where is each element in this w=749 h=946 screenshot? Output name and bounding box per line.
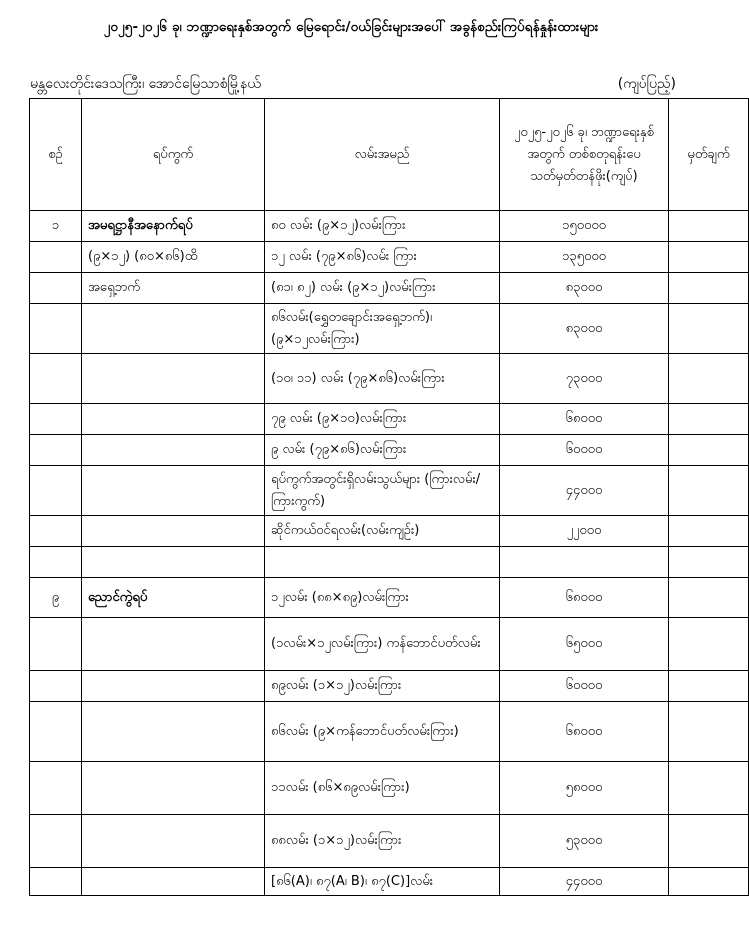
row-no-cell <box>30 516 82 547</box>
row-road-cell <box>265 547 500 578</box>
row-road-cell: ၁၂ လမ်း (၇၉×၈၆)လမ်း ကြား <box>265 242 500 273</box>
row-road-cell: ၈၉လမ်း (၁×၁၂)လမ်းကြား <box>265 671 500 702</box>
row-no-cell <box>30 815 82 868</box>
row-remark-cell <box>669 435 749 466</box>
row-price-cell: ၁၅၀၀၀၀ <box>500 211 669 242</box>
row-price-cell: ၆၈၀၀၀ <box>500 702 669 762</box>
row-remark-cell <box>669 466 749 516</box>
header-road: လမ်းအမည် <box>265 99 500 211</box>
land-price-table <box>29 98 749 896</box>
row-no-cell <box>30 304 82 354</box>
row-road-cell: ၇၉ လမ်း (၉×၁၀)လမ်းကြား <box>265 404 500 435</box>
row-price-cell: ၁၃၅၀၀၀ <box>500 242 669 273</box>
row-remark-cell <box>669 404 749 435</box>
row-area-cell <box>82 762 265 815</box>
table-header-row <box>30 99 749 211</box>
table-row <box>30 211 749 242</box>
row-no-cell <box>30 868 82 896</box>
row-road-cell: ၁၁လမ်း (၈၆×၈၉လမ်းကြား) <box>265 762 500 815</box>
row-price-cell: ၈၃၀၀၀ <box>500 273 669 304</box>
row-no-cell: ၁ <box>30 211 82 242</box>
row-price-cell: ၆၈၀၀၀ <box>500 578 669 618</box>
row-road-cell: ၈၆လမ်း (၉×ကန်ဘောင်ပတ်လမ်းကြား) <box>265 702 500 762</box>
row-no-cell <box>30 618 82 671</box>
table-row <box>30 815 749 868</box>
table-row <box>30 466 749 516</box>
row-area-cell <box>82 815 265 868</box>
row-road-cell: ဆိုင်ကယ်ဝင်ရလမ်း(လမ်းကျဉ်း) <box>265 516 500 547</box>
row-area-cell <box>82 671 265 702</box>
row-remark-cell <box>669 578 749 618</box>
table-row <box>30 516 749 547</box>
row-price-cell: ၆၀၀၀၀ <box>500 435 669 466</box>
row-price-cell: ၄၄၀၀၀ <box>500 868 669 896</box>
row-no-cell <box>30 702 82 762</box>
row-area-cell <box>82 404 265 435</box>
table-body <box>30 211 749 896</box>
row-remark-cell <box>669 815 749 868</box>
table-row <box>30 762 749 815</box>
location-label: မန္တလေးတိုင်းဒေသကြီး၊ အောင်မြေသာစံမြို့နယ် <box>30 76 261 92</box>
row-remark-cell <box>669 702 749 762</box>
row-remark-cell <box>669 762 749 815</box>
row-area-cell <box>82 702 265 762</box>
row-no-cell <box>30 671 82 702</box>
row-remark-cell <box>669 547 749 578</box>
row-area-cell: (၉×၁၂) (၈၀×၈၆)ထိ <box>82 242 265 273</box>
row-no-cell <box>30 466 82 516</box>
row-road-cell: (၁လမ်း×၁၂လမ်းကြား) ကန်ဘောင်ပတ်လမ်း <box>265 618 500 671</box>
row-no-cell <box>30 354 82 404</box>
header-no: စဉ် <box>30 99 82 211</box>
row-no-cell <box>30 404 82 435</box>
row-price-cell: ၆၀၀၀၀ <box>500 671 669 702</box>
table-row <box>30 868 749 896</box>
row-remark-cell <box>669 242 749 273</box>
table-row <box>30 618 749 671</box>
row-price-cell: ၆၅၀၀၀ <box>500 618 669 671</box>
row-area-cell: ညောင်ကွဲရပ် <box>82 578 265 618</box>
table-row <box>30 304 749 354</box>
row-remark-cell <box>669 304 749 354</box>
row-no-cell <box>30 435 82 466</box>
row-remark-cell <box>669 618 749 671</box>
row-road-cell: (၈၁၊ ၈၂) လမ်း (၉×၁၂)လမ်းကြား <box>265 273 500 304</box>
row-area-cell: အရှေ့ဘက် <box>82 273 265 304</box>
row-no-cell: ၉ <box>30 578 82 618</box>
row-area-cell <box>82 516 265 547</box>
row-price-cell: ၂၂၀၀၀ <box>500 516 669 547</box>
unit-label: (ကျပ်ပြည့်) <box>617 76 676 92</box>
document-title: ၂၀၂၅-၂၀၂၆ ခု၊ ဘဏ္ဍာရေးနှစ်အတွက် မြေရောင်း/ဝယ်ခြင်းများအပေါ် အခွန်စည်းကြပ်ရန်နှုန်းထားများ <box>103 19 599 35</box>
row-road-cell: [၈၆(A)၊ ၈၇(A၊ B)၊ ၈၇(C)]လမ်း <box>265 868 500 896</box>
row-area-cell <box>82 435 265 466</box>
row-price-cell: ၇၃၀၀၀ <box>500 354 669 404</box>
row-price-cell: ၅၃၀၀၀ <box>500 815 669 868</box>
table-row <box>30 435 749 466</box>
table-row <box>30 578 749 618</box>
row-remark-cell <box>669 516 749 547</box>
header-price: ၂၀၂၅-၂၀၂၆ ခု၊ ဘဏ္ဍာရေးနှစ်အတွက် တစ်စတုရန်းပေ သတ်မှတ်တန်ဖိုး(ကျပ်) <box>500 99 669 211</box>
row-price-cell: ၈၃၀၀၀ <box>500 304 669 354</box>
row-area-cell <box>82 618 265 671</box>
row-road-cell: ၈၈လမ်း (၁×၁၂)လမ်းကြား <box>265 815 500 868</box>
row-area-cell <box>82 354 265 404</box>
row-remark-cell <box>669 671 749 702</box>
table-row <box>30 354 749 404</box>
row-area-cell <box>82 868 265 896</box>
table-row <box>30 242 749 273</box>
table-row <box>30 547 749 578</box>
row-price-cell: ၆၈၀၀၀ <box>500 404 669 435</box>
row-price-cell: ၄၄၀၀၀ <box>500 466 669 516</box>
row-road-cell: ၈၆လမ်း(ရွှေတချောင်းအရှေ့ဘက်)၊ (၉×၁၂လမ်းကြား) <box>265 304 500 354</box>
row-road-cell: ၉ လမ်း (၇၉×၈၆)လမ်းကြား <box>265 435 500 466</box>
row-price-cell: ၅၈၀၀၀ <box>500 762 669 815</box>
row-no-cell <box>30 273 82 304</box>
row-no-cell <box>30 242 82 273</box>
row-remark-cell <box>669 273 749 304</box>
row-road-cell: (၁၀၊ ၁၁) လမ်း (၇၉×၈၆)လမ်းကြား <box>265 354 500 404</box>
row-no-cell <box>30 547 82 578</box>
row-price-cell <box>500 547 669 578</box>
header-remark: မှတ်ချက် <box>669 99 749 211</box>
row-remark-cell <box>669 354 749 404</box>
row-area-cell: အမရဋ္ဌာနီအနောက်ရပ် <box>82 211 265 242</box>
row-no-cell <box>30 762 82 815</box>
row-area-cell <box>82 547 265 578</box>
table-row <box>30 702 749 762</box>
row-remark-cell <box>669 868 749 896</box>
table-row <box>30 273 749 304</box>
row-road-cell: ရပ်ကွက်အတွင်းရှိလမ်းသွယ်များ (ကြားလမ်း/ကြားကွက်) <box>265 466 500 516</box>
table-row <box>30 671 749 702</box>
row-area-cell <box>82 466 265 516</box>
row-road-cell: ၈၀ လမ်း (၉×၁၂)လမ်းကြား <box>265 211 500 242</box>
table-row <box>30 404 749 435</box>
row-road-cell: ၁၂လမ်း (၈၈×၈၉)လမ်းကြား <box>265 578 500 618</box>
header-area: ရပ်ကွက် <box>82 99 265 211</box>
row-remark-cell <box>669 211 749 242</box>
row-area-cell <box>82 304 265 354</box>
